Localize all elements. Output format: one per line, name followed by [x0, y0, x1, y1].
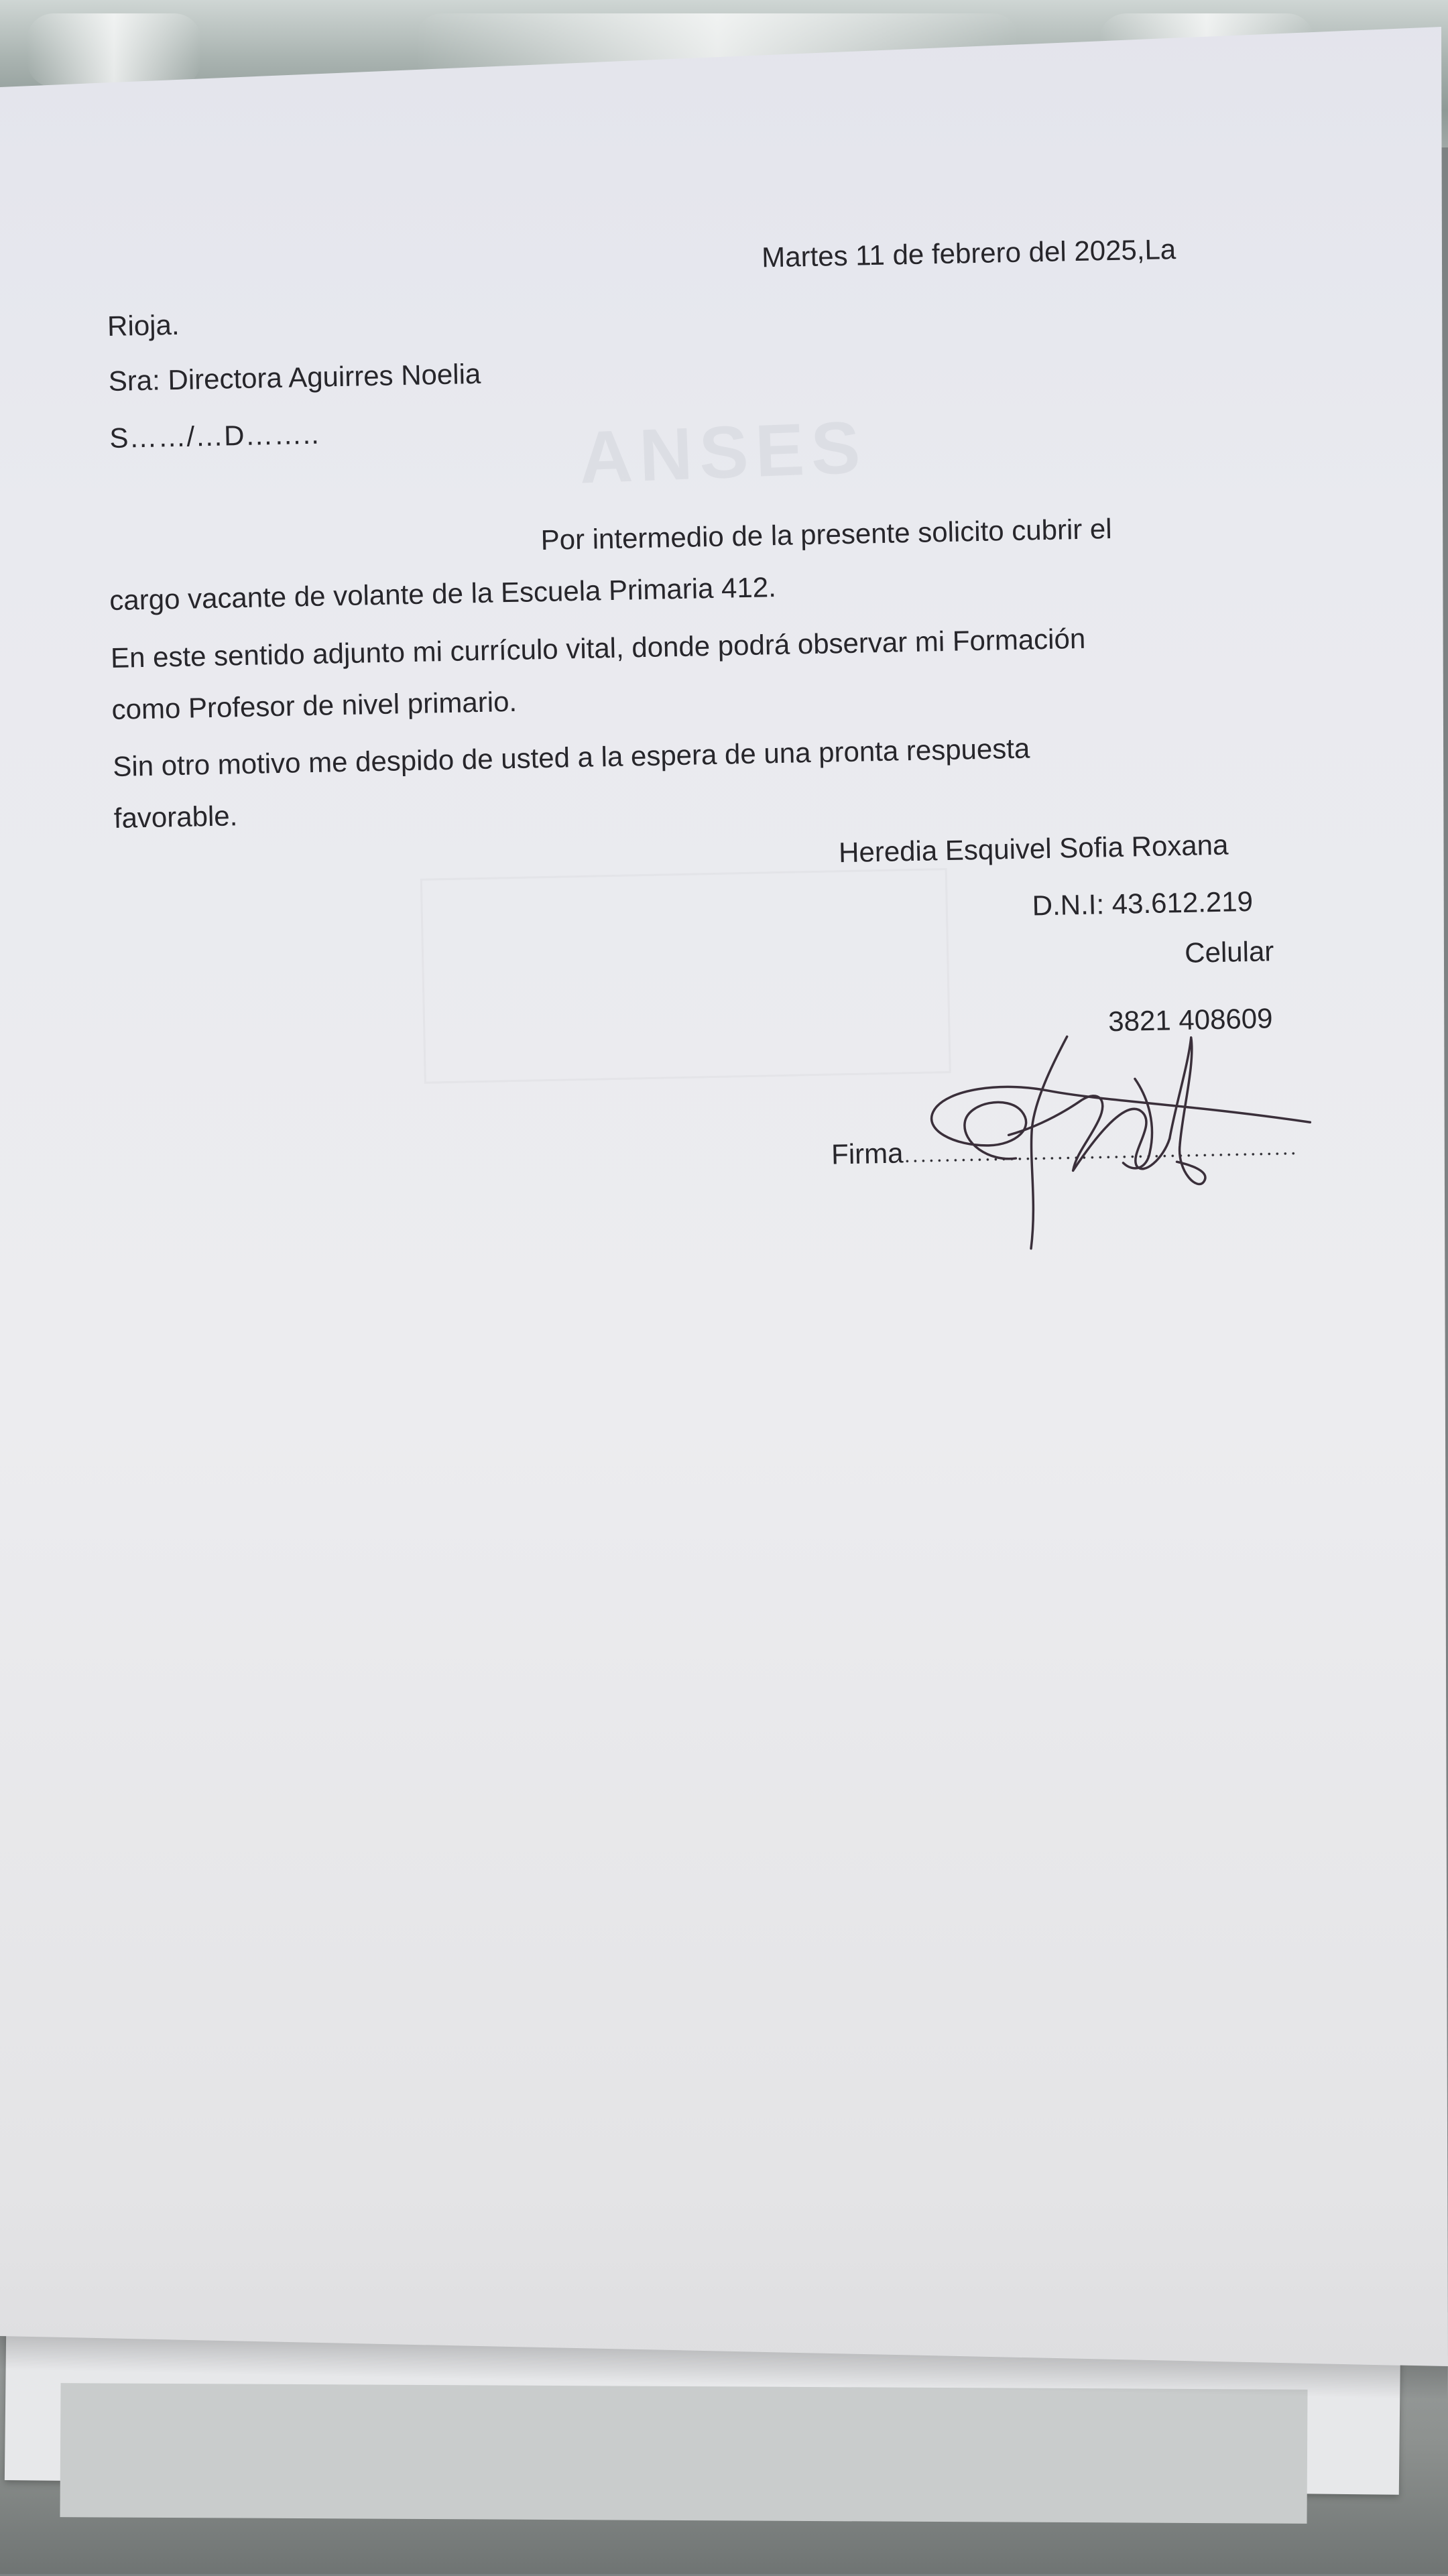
- addressee: Sra: Directora Aguirres Noelia: [108, 357, 481, 397]
- signer-dni: D.N.I: 43.612.219: [1032, 885, 1254, 922]
- paragraph-3-line-2: favorable.: [113, 800, 238, 834]
- phone-number: 3821 408609: [1107, 1002, 1273, 1038]
- signer-name: Heredia Esquivel Sofia Roxana: [838, 829, 1229, 869]
- paragraph-3-line-1: Sin otro motivo me despido de usted a la espera de una pronta respuesta: [112, 732, 1030, 782]
- handwritten-signature: [906, 1022, 1326, 1258]
- bleed-through-box: [420, 868, 951, 1084]
- date-line: Martes 11 de febrero del 2025,La: [761, 233, 1176, 273]
- bleed-through-text: ANSES: [577, 406, 869, 499]
- paragraph-2-line-2: como Profesor de nivel primario.: [111, 685, 518, 725]
- paragraph-1-line-2: cargo vacante de volante de la Escuela Primaria 412.: [109, 571, 777, 617]
- firma-label: Firma: [831, 1137, 904, 1170]
- paragraph-2-line-1: En este sentido adjunto mi currículo vital, donde podrá observar mi Formación: [110, 622, 1086, 674]
- paragraph-1-line-1: Por intermedio de la presente solicito cubrir el: [540, 512, 1113, 556]
- salutation: S……/…D……..: [109, 418, 320, 454]
- phone-label: Celular: [1184, 935, 1274, 969]
- city-line: Rioja.: [107, 308, 180, 342]
